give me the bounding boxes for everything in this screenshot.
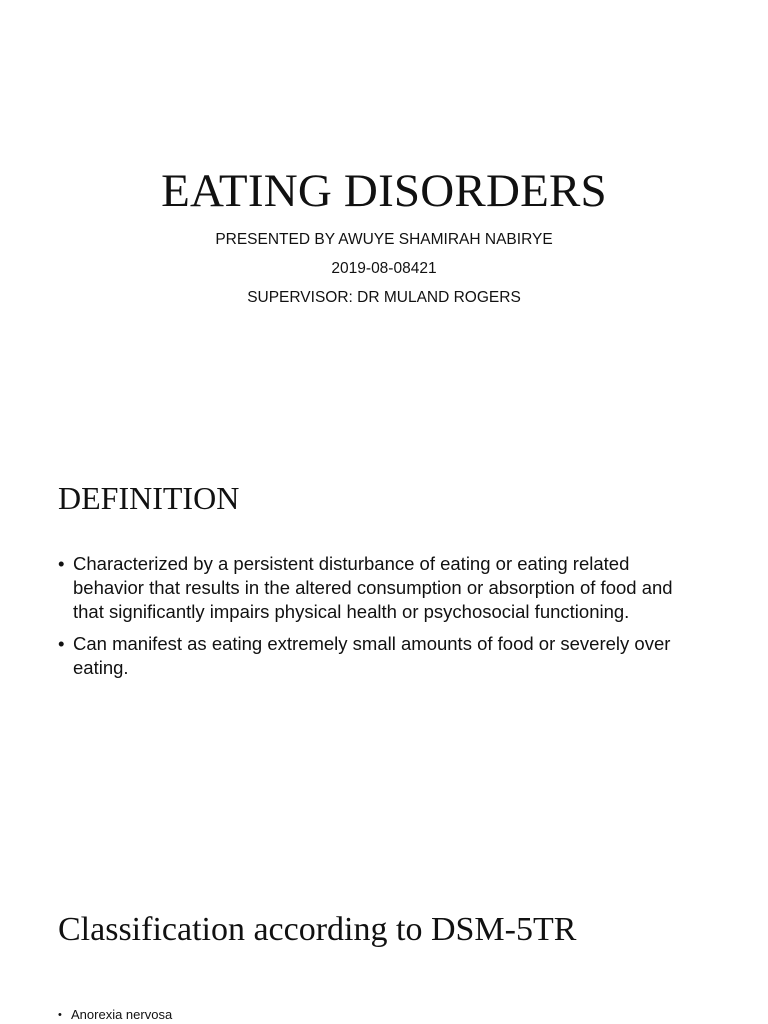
bullet-icon: • bbox=[58, 633, 65, 654]
definition-bullet-list bbox=[58, 552, 698, 688]
student-id: 2019-08-08421 bbox=[331, 260, 437, 277]
definition-heading: DEFINITION bbox=[58, 480, 240, 516]
presentation-title: EATING DISORDERS bbox=[161, 165, 607, 217]
list-item bbox=[58, 1006, 698, 1024]
list-item bbox=[58, 632, 698, 680]
title-slide bbox=[0, 0, 768, 432]
classification-slide bbox=[0, 864, 768, 1024]
definition-slide bbox=[0, 432, 768, 864]
bullet-icon: • bbox=[58, 553, 65, 574]
bullet-icon: • bbox=[58, 1009, 62, 1021]
bullet-text: Characterized by a persistent disturbance of eating or eating related behavior that results in the altered consumption or absorption of food and that significantly impairs physical health or psychosocial functioning. bbox=[73, 553, 673, 622]
bullet-text: Can manifest as eating extremely small amounts of food or severely over eating. bbox=[73, 633, 671, 678]
classification-heading: Classification according to DSM-5TR bbox=[58, 911, 577, 948]
list-item bbox=[58, 552, 698, 624]
bullet-text: Anorexia nervosa bbox=[71, 1007, 173, 1022]
presenter-name: PRESENTED BY AWUYE SHAMIRAH NABIRYE bbox=[215, 231, 553, 248]
supervisor-name: SUPERVISOR: DR MULAND ROGERS bbox=[247, 289, 521, 306]
classification-bullet-list bbox=[58, 1006, 698, 1024]
